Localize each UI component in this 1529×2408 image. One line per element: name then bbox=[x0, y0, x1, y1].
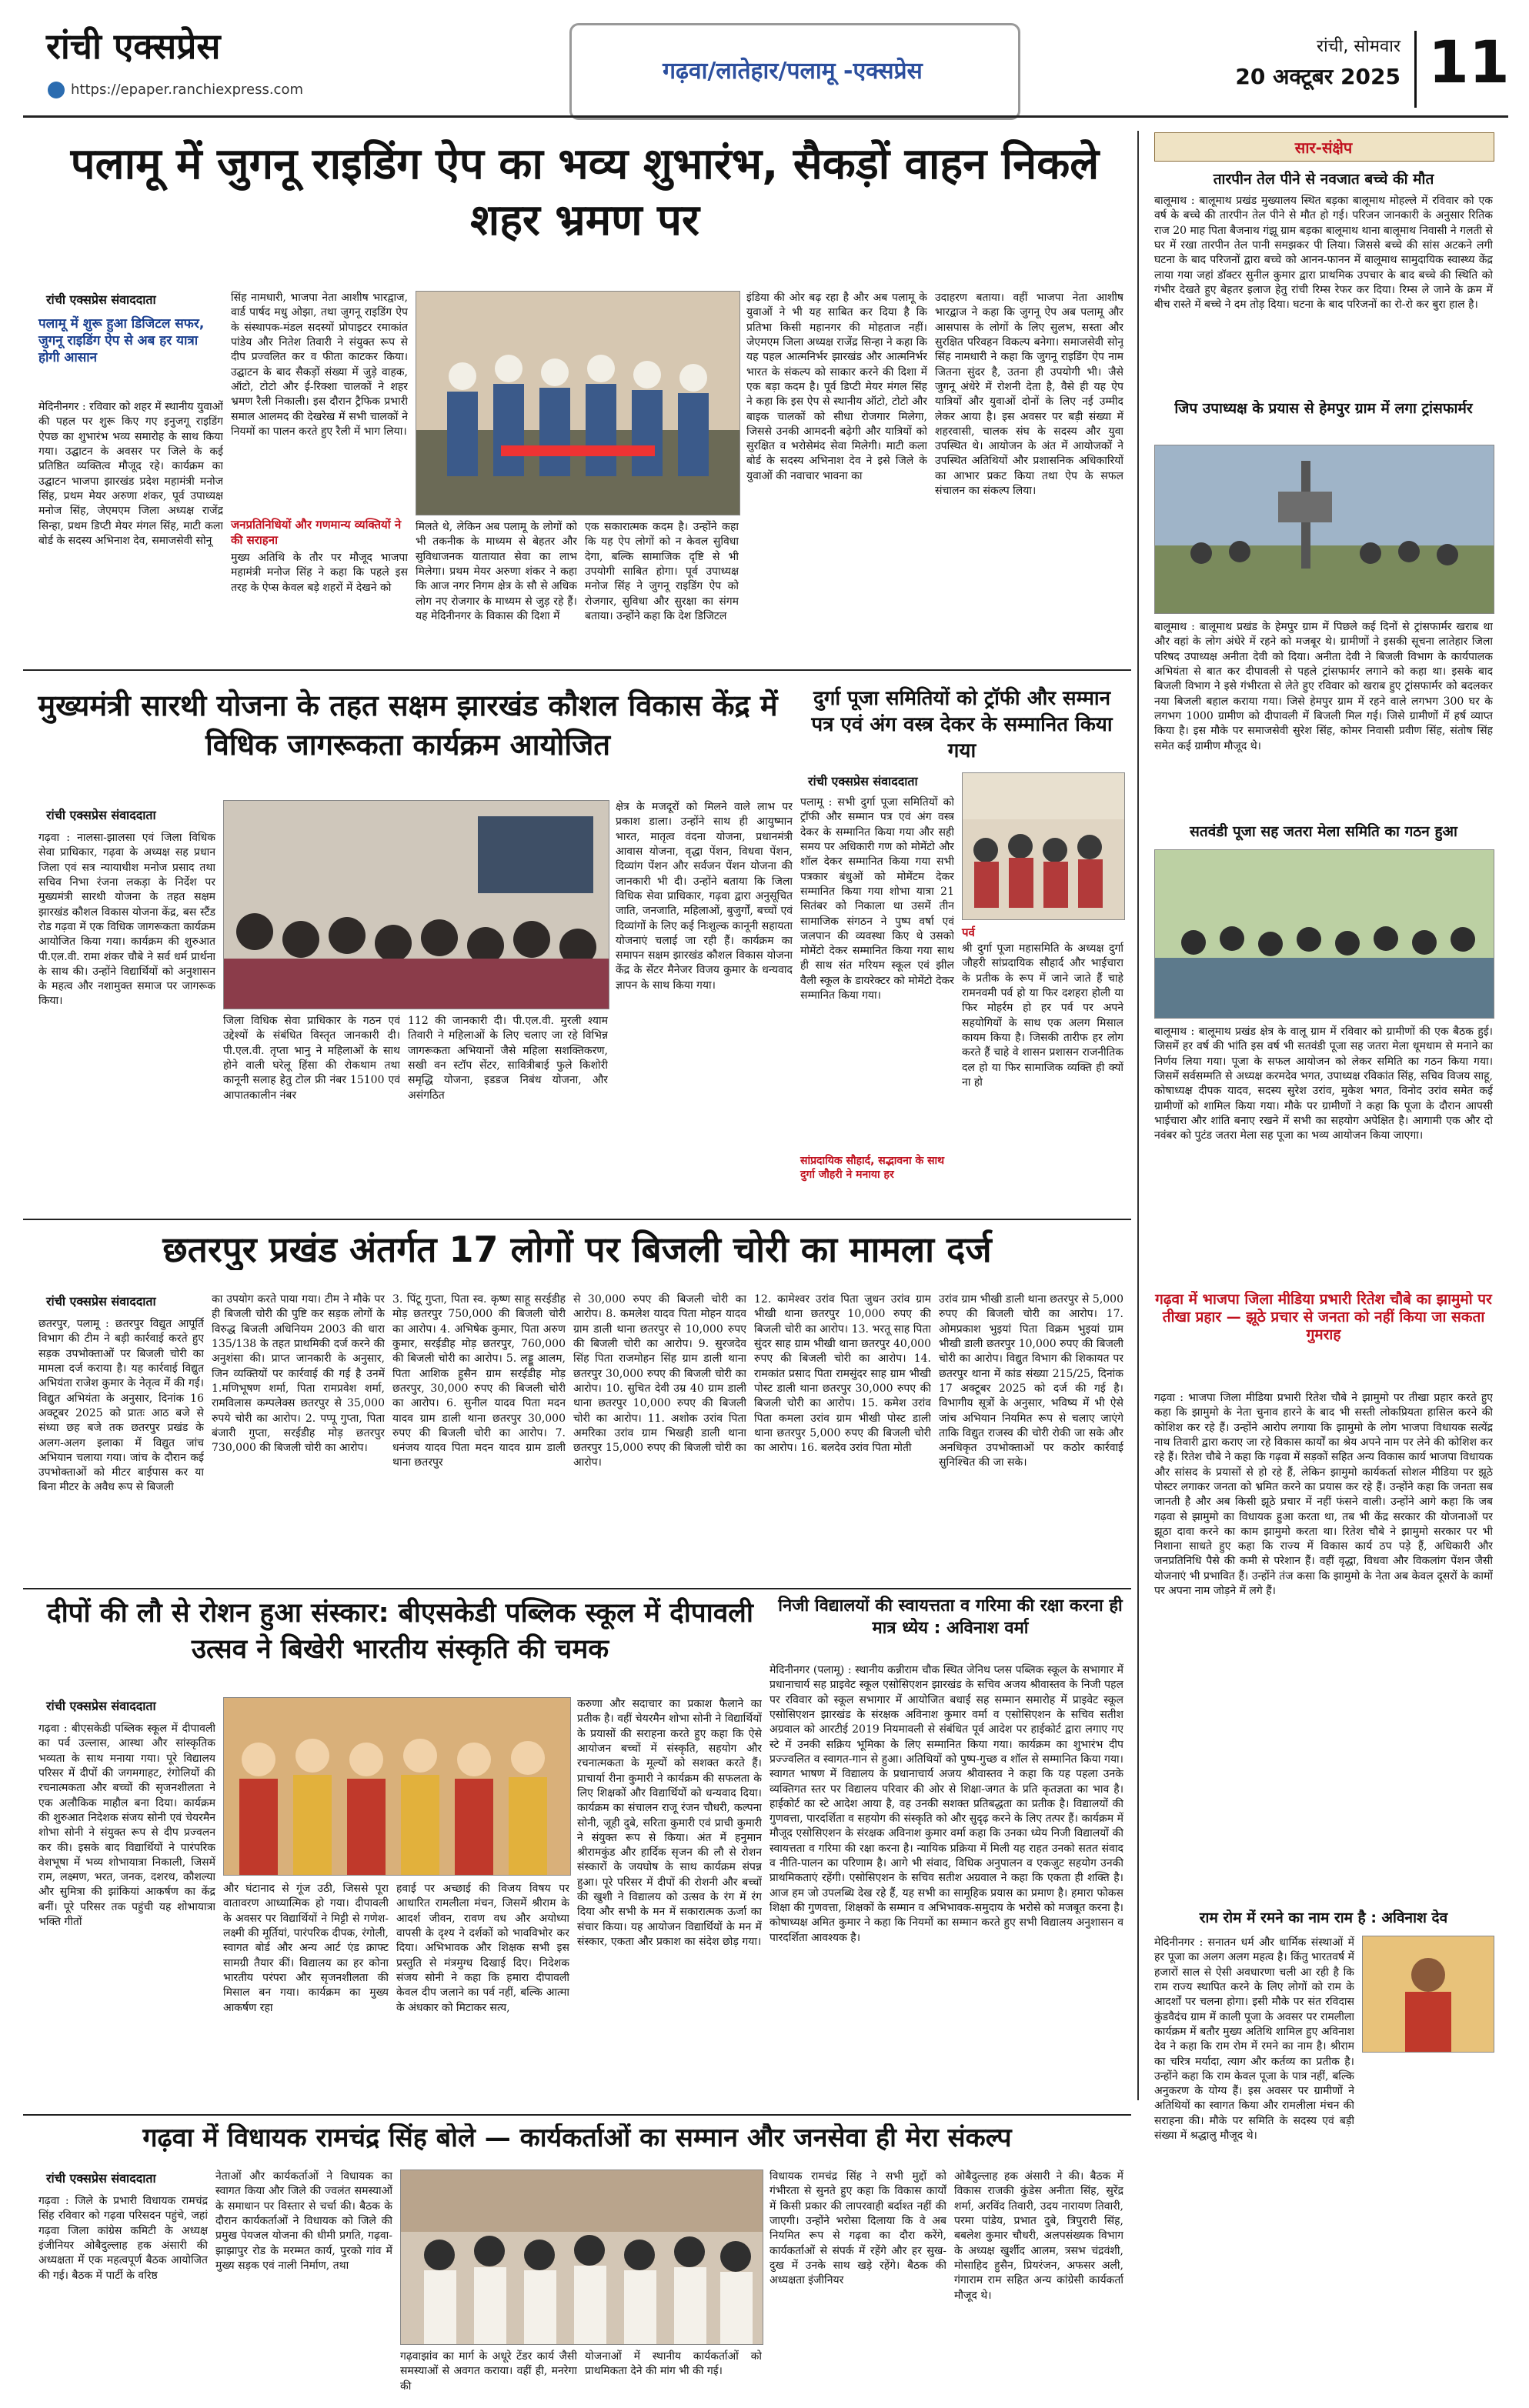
article3-col-2: श्री दुर्गा पूजा महासमिति के अध्यक्ष दुर्गा जौहरी सांप्रदायिक सौहार्द और भाईचारा के प्रतीक के रूप में जाने जाते हैं चाहे रामनवमी पर्व हो या फिर दशहरा होली या फिर मोहर्रम हो हर पर्व पर अपने सहयोगियों के साथ एक अलग मिसाल कायम किया है। जिसकी तारीफ हर लोग करते हैं चाहे वे शासन प्रशासन राजनीतिक दल हो या फिर सामाजिक व्यक्ति ही क्यों ना हो bbox=[962, 942, 1123, 1089]
article5-col-3: हवाई पर अच्छाई की विजय विषय पर आधारित रामलीला मंचन, जिसमें श्रीराम के आदर्श जीवन, रावण वध और अयोध्या वापसी के दृश्य ने दर्शकों को भावविभोर कर दिया। अभिभावक और शिक्षक सभी इस प्रस्तुति से मंत्रमुग्ध दिखाई दिए। निदेशक संजय सोनी ने कहा कि हमारा दीपावली केवल दीप जलाने का पर्व नहीं, बल्कि आत्मा के अंधकार को मिटाकर सत्य, bbox=[396, 1883, 569, 2014]
article3-col-2-subhead: पर्व bbox=[962, 926, 975, 939]
article7-col-6: ओबैदुल्लाह हक अंसारी ने की। बैठक में विकास राजकी कुंडेस अनीता सिंह, सुरेंद्र शर्मा, अरविंद तिवारी, उदय नारायण तिवारी, परमा पांडेय, प्रभात दुबे, त्रिपुरारी सिंह, बबलेश कुमार चौधरी, अलपसंख्यक विभाग के अध्यक्ष खुर्शीद आलम, त्रसभ चंद्रवंशी, मोसाहिद हुसैन, प्रियरंजन, अफसर अली, गंगाराम राम सहित अन्य कांग्रेसी कार्यकर्ता मौजूद थे। bbox=[954, 2170, 1123, 2302]
article7-col-5: विधायक रामचंद्र सिंह ने सभी मुद्दों को गंभीरता से सुनते हुए कहा कि विकास कार्यों में किसी प्रकार की लापरवाही बर्दाश्त नहीं की जाएगी। उन्होंने भरोसा दिलाया कि वे अब नियमित रूप से गढ़वा का दौरा करेंगे, कार्यकर्ताओं से संपर्क में रहेंगे और हर सुख-दुख में उनके साथ खड़े रहेंगे। बैठक की अध्यक्षता इंजीनियर bbox=[770, 2170, 946, 2287]
article6-headline: निजी विद्यालयों की स्वायत्तता व गरिमा की रक्षा करना ही मात्र ध्येय : अविनाश वर्मा bbox=[778, 1596, 1123, 1638]
sidebar-story3-title: सतवंडी पूजा सह जतरा मेला समिति का गठन हुआ bbox=[1190, 823, 1457, 840]
section-title: गढ़वा/लातेहार/पलामू -एक्सप्रेस bbox=[663, 58, 923, 85]
article3-byline: रांची एक्सप्रेस संवाददाता bbox=[808, 774, 918, 789]
article7-col-1: गढ़वा : जिले के प्रभारी विधायक रामचंद्र सिंह रविवार को गढ़वा परिसदन पहुंचे, जहां गढ़वा जिला कांग्रेस कमिटी के अध्यक्ष इंजीनियर ओबैदुल्लाह हक अंसारी की अध्यक्षता में एक महत्वपूर्ण बैठक आयोजित की गई। बैठक में पार्टी के वरिष्ठ bbox=[38, 2195, 208, 2282]
article3-headline: दुर्गा पूजा समितियों को ट्रॉफी और सम्मान पत्र एवं अंग वस्त्र देकर के सम्मानित किया गया bbox=[811, 687, 1113, 762]
sidebar-story5-text: मेदिनीनगर : सनातन धर्म और धार्मिक संस्थाओं में हर पूजा का अलग अलग महत्व है। किंतु भारतवर्ष में हजारों साल से ऐसी अवधारणा चली आ रही है कि राम राज्य स्थापित करने के लिए लोगों को राम के आदर्शों पर चलना होगा। इसी मौके पर संत रविदास कुंडवैदंच ग्राम में काली पूजा के अवसर पर रामलीला कार्यक्रम में बतौर मुख्य अतिथि शामिल हुए अविनाश देव ने कहा कि राम रोम में रमने का नाम है। श्रीराम का चरित्र मर्यादा, त्याग और कर्तव्य का प्रतीक है। उन्होंने कहा कि राम केवल पूजा के पात्र नहीं, बल्कि अनुकरण के योग्य हैं। इस अवसर पर ग्रामीणों ने अतिथियों का स्वागत किया और रामलीला मंचन की सराहना की। मौके पर समिति के सदस्य एवं बड़ी संख्या में श्रद्धालु मौजूद थे। bbox=[1154, 1936, 1354, 2143]
article3-col-1: पलामू : सभी दुर्गा पूजा समितियों को ट्रॉफी और सम्मान पत्र एवं अंग वस्त्र देकर के सम्मानित किया गया और सही समय पर अधिकारी गण को मोमेंटो और शॉल देकर सम्मानित किया गया सभी पत्रकार बंधुओं को मोमेंटम देकर सम्मानित किया गया शोभा यात्रा 21 सितंबर को निकाला था उसमें तीन सामाजिक संगठन ने पुष्प वर्षा एवं जलपान की व्यवस्था किए थे उसको मोमेंटो देकर सम्मानित किया गया साथ ही साथ संत मरियम स्कूल एवं झील वैली स्कूल के डायरेक्टर को मोमेंटो देकर सम्मानित किया गया। bbox=[800, 796, 954, 1002]
article4-col-3: 3. पिंटू गुप्ता, पिता स्व. कृष्ण साहू सरईडीह मोड़ छतरपुर 750,000 की बिजली चोरी का आरोप। 4. अभिषेक कुमार, पिता अरुण कुमार, सरईडीह मोड़ छतरपुर, 760,000 की बिजली चोरी का आरोप। 5. लड्डू आलम, पिता आशिक हुसैन ग्राम सरईडीह मोड़ छतरपुर, 30,000 रुपए की बिजली चोरी का आरोप। 6. सुनील यादव पिता मदन यादव ग्राम डाली थाना छतरपुर 30,000 रुपए की बिजली चोरी का आरोप। 7. धनंजय यादव पिता मदन यादव ग्राम डाली थाना छतरपुर bbox=[392, 1293, 566, 1469]
article3-photo bbox=[962, 772, 1125, 920]
sidebar-story3-text: बालूमाथ : बालूमाथ प्रखंड क्षेत्र के वालू ग्राम में रविवार को ग्रामीणों की एक बैठक हुई। जिसमें हर वर्ष की भांति इस वर्ष भी सतवंडी पूजा सह जतरा मेला धूमधाम से मनाने का निर्णय लिया गया। पूजा के सफल आयोजन को लेकर समिति का गठन किया गया। जिसमें सर्वसम्मति से अध्यक्ष करमदेव भगत, उपाध्यक्ष रविकांत सिंह, सचिव विजय साहू, कोषाध्यक्ष दीपक यादव, सदस्य सुरेश उरांव, मुकेश भगत, विनोद उरांव समेत कई ग्रामीणों को शामिल किया गया। मौके पर ग्रामीणों ने कहा कि पूजा के दौरान आपसी भाईचारा और शांति बनाए रखने में सभी का सहयोग अपेक्षित है। आगामी एक और दो नवंबर को पुटंड जतरा मेला सह पूजा का भव्य आयोजन किया जाएगा। bbox=[1154, 1026, 1493, 1142]
sidebar-story3-photo bbox=[1154, 849, 1494, 1019]
article3-col-1-subhead: सांप्रदायिक सौहार्द, सद्भावना के साथ दुर्गा जौहरी ने मनाया हर bbox=[800, 1155, 945, 1182]
article5-photo bbox=[223, 1697, 571, 1876]
sidebar-story4-text: गढ़वा : भाजपा जिला मीडिया प्रभारी रितेश चौबे ने झामुमो पर तीखा प्रहार करते हुए कहा कि झामुमो के नेता चुनाव हारने के बाद भी सस्ती लोकप्रियता हासिल करने की कोशिश कर रहे हैं। उन्होंने आरोप लगाया कि झामुमो के लोग भाजपा विधायक सत्येंद्र नाथ तिवारी द्वारा कराए जा रहे विकास कार्यों का श्रेय अपने नाम पर लेने की कोशिश कर रहे हैं। रितेश चौबे ने कहा कि गढ़वा में सड़कों सहित अन्य विकास कार्य भाजपा विधायक और सांसद के प्रयासों से हो रहे हैं, लेकिन झामुमो कार्यकर्ता सोशल मीडिया पर झूठे पोस्टर लगाकर जनता को भ्रमित करने का प्रयास कर रहे हैं। उन्होंने कहा कि जनता सब जानती है और अब किसी झूठे प्रचार में नहीं फंसने वाली। उन्होंने आगे कहा कि जब गढ़वा से झामुमो का विधायक हुआ करता था, तब भी केंद्र सरकार की योजनाओं पर झूठा दावा करने का काम झामुमो करता था। रितेश चौबे ने झामुमो सरकार पर भी निशाना साधते हुए कहा कि राज्य में विकास कार्य ठप पड़े हैं, अधिकारी और जनप्रतिनिधि पैसे की कमी से परेशान हैं। वहीं वृद्धा, विधवा और विकलांग पेंशन जैसी योजनाएं भी प्रभावित हैं। उन्होंने तंज कसा कि झामुमो के नेता अब केवल दूसरों के कामों पर अपना नाम जोड़ने में लगे हैं। bbox=[1154, 1392, 1493, 1598]
lead-byline: रांची एक्सप्रेस संवाददाता bbox=[46, 292, 156, 307]
article6-col-1: मेदिनीनगर (पलामू) : स्थानीय कन्नीराम चौक स्थित जेनिथ प्लस पब्लिक स्कूल के सभागार में प्रधानाचार्य सह प्राइवेट स्कूल एसोसिएशन झारखंड के सचिव अजय श्रीवास्तव के निजी पहल पर रविवार को स्कूल सभागार में आयोजित बधाई सह सम्मान समारोह में प्राइवेट स्कूल एसोसिएशन झारखंड के संरक्षक अविनाश कुमार वर्मा व एसोसिएशन के सचिव सतीश अग्रवाल को आरटीई 2019 नियमावली से संबंधित पूर्व आदेश पर हाईकोर्ट द्वारा लगाए गए स्टे में उनकी सक्रिय भूमिका के लिए सम्मानित किया गया। कार्यक्रम का शुभारंभ दीप प्रज्ज्वलित व स्वागत-गान से हुआ। अतिथियों को पुष्प-गुच्छ व शॉल से सम्मानित किया गया। स्वागत भाषण में विद्यालय के प्रधानाचार्य अजय श्रीवास्तव ने कहा कि यह पहला उनके व्यक्तिगत स्तर पर विद्यालय परिवार की ओर से शिक्षा-जगत के प्रति कृतज्ञता का भाव है। हाईकोर्ट का स्टे आदेश आया है, वह उनकी सशक्त प्रतिबद्धता का प्रतीक है। विद्यालयों की गुणवत्ता, पारदर्शिता व सहयोग की संस्कृति को और सुदृढ़ करने के लिए तत्पर हैं। कार्यक्रम में मौजूद एसोसिएशन के संरक्षक अविनाश कुमार वर्मा कहा कि उनका ध्येय निजी विद्यालयों की स्वायत्तता व गरिमा की रक्षा करना है। न्यायिक प्रक्रिया में मिली यह राहत उनको सतत संवाद व नीति-पालन का परिणाम है। आगे भी संवाद, विधिक अनुपालन व एकजुट सहयोग उनकी प्राथमिकताएं रहेंगी। एसोसिएशन के सचिव सतीश अग्रवाल ने कहा कि एकता ही शक्ति है। आज हम जो उपलब्धि देख रहे हैं, यह सभी का सामूहिक प्रयास का प्रमाण है। हमारा फोकस शिक्षा की गुणवत्ता, शिक्षकों के सम्मान व अभिभावक-समुदाय के भरोसे को मजबूत करना है। कोषाध्यक्ष अमित कुमार ने कहा कि नियमों का सम्मान करते हुए सभी विद्यालय अनुशासन व पारदर्शिता आवश्यक है। bbox=[770, 1664, 1123, 1944]
article2-headline: मुख्यमंत्री सारथी योजना के तहत सक्षम झारखंड कौशल विकास केंद्र में विधिक जागरूकता कार्यक्रम आयोजित bbox=[38, 689, 778, 762]
article4-col-1: छतरपुर, पलामू : छतरपुर विद्युत आपूर्ति विभाग की टीम ने बड़ी कार्रवाई करते हुए सड़क उपभोक्ताओं पर बिजली चोरी का मामला दर्ज कराया है। यह कार्रवाई विद्युत अभियंता राजेश कुमार के नेतृत्व में की गई। विद्युत अभियंता के अनुसार, दिनांक 16 अक्टूबर 2025 को प्रातः आठ बजे से संध्या छह बजे तक छतरपुर प्रखंड के अलग-अलग इलाका में विद्युत जांच अभियान चलाया गया। जांच के दौरान कई उपभोक्ताओं को मीटर बाईपास कर या बिना मीटर के अवैध रूप से बिजली bbox=[38, 1318, 204, 1494]
article7-col-2: नेताओं और कार्यकर्ताओं ने विधायक का स्वागत किया और जिले की ज्वलंत समस्याओं के समाधान पर विस्तार से चर्चा की। बैठक के दौरान कार्यकर्ताओं ने विधायक को जिले की प्रमुख पेयजल योजना की धीमी प्रगति, गढ़वा-झाझापुर रोड के मरम्मत कार्य, पुरको गांव में मुख्य सड़क एवं नाली निर्माण, तथा bbox=[215, 2170, 392, 2272]
article4-col-5: 12. कामेश्वर उरांव पिता जुधन उरांव ग्राम भीखी थाना छतरपुर 10,000 रुपए की बिजली चोरी का आरोप। 13. भरतू साह पिता सुंदर साह ग्राम भीखी थाना छतरपुर 40,000 रुपए की बिजली चोरी का आरोप। 14. रामकांत प्रसाद पिता रामसुंदर साह ग्राम भीखी पोस्ट डाली थाना छतरपुर 30,000 रुपए की बिजली चोरी का आरोप। 15. कमेश उरांव पिता कमला उरांव ग्राम भीखी पोस्ट डाली थाना छतरपुर 5,000 रुपए की बिजली चोरी का आरोप। 16. बलदेव उरांव पिता मोती bbox=[754, 1293, 931, 1455]
sidebar-story4-title: गढ़वा में भाजपा जिला मीडिया प्रभारी रितेश चौबे का झामुमो पर तीखा प्रहार — झूठे प्रचार से जनता को नहीं किया जा सकता गुमराह bbox=[1155, 1291, 1492, 1343]
date-line: रांची, सोमवार bbox=[1316, 37, 1400, 56]
masthead bbox=[0, 0, 1529, 115]
page-divider bbox=[1414, 31, 1417, 108]
article4-byline: रांची एक्सप्रेस संवाददाता bbox=[46, 1294, 156, 1309]
sidebar-story2-title: जिप उपाध्यक्ष के प्रयास से हेमपुर ग्राम में लगा ट्रांसफार्मर bbox=[1174, 400, 1473, 417]
article2-col-4: क्षेत्र के मजदूरों को मिलने वाले लाभ पर प्रकाश डाला। उन्होंने साथ ही आयुष्मान भारत, मातृत्व वंदना योजना, प्रधानमंत्री आवास योजना, वृद्धा पेंशन, विधवा पेंशन, दिव्यांग पेंशन और सर्वजन पेंशन योजना की जानकारी भी दी। उन्होंने बताया कि जिला विधिक सेवा प्राधिकार, गढ़वा द्वारा अनुसूचित जाति, जनजाति, महिलाओं, बुजुर्गों, बच्चों एवं दिव्यांगों के लिए कई निःशुल्क कानूनी सहायता योजनाएं चलाई जा रही हैं। कार्यक्रम का समापन सक्षम झारखंड कौशल विकास योजना केंद्र के सेंटर मैनेजर विजय कुमार के धन्यवाद ज्ञापन के साथ किया गया। bbox=[616, 801, 793, 992]
issue-date: 20 अक्टूबर 2025 bbox=[1235, 64, 1400, 89]
article5-col-2: और घंटानाद से गूंज उठी, जिससे पूरा वातावरण आध्यात्मिक हो गया। दीपावली के अवसर पर विद्यार्थियों ने मिट्टी से गणेश-लक्ष्मी की मूर्तियां, पारंपरिक दीपक, रंगोली, स्वागत बोर्ड और अन्य आर्ट एंड क्राफ्ट सामग्री तैयार कीं। विद्यालय का हर कोना भारतीय परंपरा और सृजनशीलता की मिसाल बन गया। कार्यक्रम का मुख्य आकर्षण रहा bbox=[223, 1883, 389, 2014]
article2-col-2: जिला विधिक सेवा प्राधिकार के गठन एवं उद्देश्यों के संबंधित विस्तृत जानकारी दी। पी.एल.वी. तृप्ता भानु ने महिलाओं के साथ होने वाली घरेलू हिंसा की रोकथाम तथा कानूनी सलाह हेतु टोल फ्री नंबर 15100 एवं आपातकालीन नंबर bbox=[223, 1015, 400, 1102]
article5-col-4: करुणा और सदाचार का प्रकाश फैलाने का प्रतीक है। वहीं चेयरमैन शोभा सोनी ने विद्यार्थियों के प्रयासों की सराहना करते हुए कहा कि ऐसे आयोजन बच्चों में संस्कृति, सहयोग और रचनात्मकता के मूल्यों को सशक्त करते हैं। प्राचार्या रीना कुमारी ने कार्यक्रम की सफलता के लिए शिक्षकों और विद्यार्थियों को धन्यवाद दिया। कार्यक्रम का संचालन राजू रंजन चौधरी, कल्पना सोनी, जूही दुबे, सरिता कुमारी एवं प्राची कुमारी ने संयुक्त रूप से किया। अंत में हनुमान श्रीरामकुंड और हार्दिक सृजन की लौ से रोशन संस्कारों के जयघोष के साथ कार्यक्रम संपन्न हुआ। पूरे परिसर में दीपों की रोशनी और बच्चों की खुशी ने विद्यालय को उत्सव के रंग में रंग दिया और सभी के मन में सकारात्मक ऊर्जा का संचार किया। यह आयोजन विद्यार्थियों के मन में संस्कार, एकता और प्रकाश का संदेश छोड़ गया। bbox=[577, 1698, 762, 1948]
sidebar-story2-photo bbox=[1154, 445, 1494, 614]
newspaper-title: रांची एक्सप्रेस bbox=[46, 25, 221, 67]
url-icon bbox=[48, 82, 65, 98]
sidebar-story5-title: राम रोम में रमने का नाम राम है : अविनाश देव bbox=[1199, 1909, 1448, 1926]
sidebar-label-text: सार-संक्षेप bbox=[1294, 138, 1353, 157]
article4-col-2: का उपयोग करते पाया गया। टीम ने मौके पर ही बिजली चोरी की पुष्टि कर सड़क लोगों के विरुद्ध बिजली अधिनियम 2003 की धारा 135/138 के तहत प्राथमिकी दर्ज करने की अनुशंसा की। प्राप्त जानकारी के अनुसार, जिन व्यक्तियों पर कार्रवाई की गई है उनमें 1.मणिभूषण शर्मा, पिता रामप्रवेश शर्मा, रामविलास कम्पलेक्स छतरपुर से 35,000 रुपये चोरी का आरोप। 2. पप्पू गुप्ता, पिता बंजारी गुप्ता, सरईडीह मोड़ छतरपुर 730,000 की बिजली चोरी का आरोप। bbox=[212, 1293, 385, 1455]
article7-byline: रांची एक्सप्रेस संवाददाता bbox=[46, 2171, 156, 2186]
lead-col-6: उदाहरण बताया। वहीं भाजपा नेता आशीष भारद्वाज ने कहा कि जुगनू ऐप अब पलामू और आसपास के लोगों के लिए सुलभ, सस्ता और सुरक्षित परिवहन विकल्प बनेगा। समाजसेवी सोनू सिंह नामधारी ने कहा कि जुगनू राइडिंग ऐप नाम जितना सुंदर है, उतना ही उपयोगी भी। जैसे जुगनू अंधेरे में रोशनी देता है, वैसे ही यह ऐप यात्रियों और युवाओं दोनों के लिए नई उम्मीद लेकर आया है। इस अवसर पर बड़ी संख्या में शहरवासी, चालक संघ के सदस्य और युवा उपस्थित थे। आयोजन के अंत में आयोजकों ने उपस्थित अतिथियों और प्रशासनिक अधिकारियों का आभार प्रकट किया तथा ऐप के सफल संचालन का संकल्प लिया। bbox=[935, 292, 1123, 498]
masthead-rule bbox=[23, 115, 1508, 118]
lead-subhead: पलामू में शुरू हुआ डिजिटल सफर, जुगनू राइडिंग ऐप से अब हर यात्रा होगी आसान bbox=[38, 316, 205, 366]
epaper-url[interactable]: https://epaper.ranchiexpress.com bbox=[71, 82, 304, 98]
rule-4 bbox=[23, 1588, 1131, 1589]
article2-photo bbox=[223, 800, 609, 1009]
rule-mid bbox=[23, 1219, 1131, 1220]
sidebar-divider bbox=[1137, 131, 1139, 2100]
sidebar-story1-title: तारपीन तेल पीने से नवजात बच्चे की मौत bbox=[1213, 171, 1434, 188]
sidebar-story1-text: बालूमाथ : बालूमाथ प्रखंड मुख्यालय स्थित बड़का बालूमाथ मोहल्ले में रविवार को एक वर्ष के बच्चे की तारपीन तेल पीने से मौत हो गई। परिजन जानकारी के अनुसार रितिक राज 20 माह पिता बैजनाथ गंझू ग्राम बड़का बालूमाथ थाना बालूमाथ निवासी ने गलती से घर में रखा तारपीन तेल पानी समझकर पी लिया। जिससे बच्चे की सांस अटकने लगी घटना के बाद परिजनों द्वारा बच्चे को आनन-फानन में बालूमाथ सामुदायिक स्वास्थ्य केंद्र लाया गया जहां डॉक्टर सुनील कुमार द्वारा प्राथमिक उपचार के बाद बच्चे की स्थिति को गंभीर देखते हुए बेहतर इलाज हेतु रांची रिम्स रेफर कर दिया। रिम्स ले जाने के क्रम में बीच रास्ते में बच्चे ने दम तोड़ दिया। घटना के बाद परिजनों का रो-रो कर बुरा हाल है। bbox=[1154, 195, 1493, 312]
sidebar-story5-photo bbox=[1362, 1936, 1494, 2053]
article2-byline: रांची एक्सप्रेस संवाददाता bbox=[46, 808, 156, 822]
article4-col-4: से 30,000 रुपए की बिजली चोरी का आरोप। 8. कमलेश यादव पिता मोहन यादव ग्राम डाली थाना छतरपुर से 10,000 रुपए की बिजली चोरी का आरोप। 9. सुरजदेव सिंह पिता राजमोहन सिंह ग्राम डाली थाना छतरपुर 30,000 रुपए की बिजली चोरी का आरोप। 10. सुचित देवी उम्र 40 ग्राम डाली थाना छतरपुर 10,000 रुपए की बिजली चोरी का आरोप। 11. अशोक उरांव पिता अमरिका उरांव ग्राम भिखही डाली थाना छतरपुर 15,000 रुपए की बिजली चोरी का आरोप। bbox=[573, 1293, 746, 1469]
article2-col-1: गढ़वा : नालसा-झालसा एवं जिला विधिक सेवा प्राधिकार, गढ़वा के अध्यक्ष सह प्रधान जिला एवं सत्र न्यायाधीश मनोज प्रसाद तथा सचिव निभा रंजना लकड़ा के निर्देश पर मुख्यमंत्री सारथी योजना के तहत सक्षम झारखंड कौशल विकास योजना केंद्र, बस स्टैंड रोड गढ़वा में एक विधिक जागरूकता कार्यक्रम आयोजित किया गया। कार्यक्रम की शुरुआत पी.एल.वी. रामा शंकर चौबे ने सर्व धर्म प्रार्थना के साथ की। उन्होंने विद्यार्थियों को अनुशासन के महत्व और नशामुक्त समाज पर जागरूक किया। bbox=[38, 832, 215, 1008]
article7-photo bbox=[400, 2170, 763, 2345]
article2-col-3: 112 की जानकारी दी। पी.एल.वी. मुरली श्याम तिवारी ने महिलाओं के लिए चलाए जा रहे विभिन्न जागरूकता अभियानों जैसे महिला सशक्तिकरण, सखी वन स्टॉप सेंटर, सावित्रीबाई फुले किशोरी समृद्धि योजना, इडडज निबंध योजना, और असंगठित bbox=[408, 1015, 608, 1102]
lead-col-2: सिंह नामधारी, भाजपा नेता आशीष भारद्वाज, वार्ड पार्षद मधु ओझा, तथा जुगनू राइडिंग ऐप के संस्थापक-मंडल सदस्यों प्रोपाइटर रमाकांत पांडेय और नितेश तिवारी ने संयुक्त रूप से दीप प्रज्वलित कर व फीता काटकर किया। उद्घाटन के बाद सैकड़ों संख्या में जुड़े वाहक, ऑटो, टोटो और ई-रिक्शा चालकों ने शहर भ्रमण रैली निकाली। इस दौरान ट्रैफिक प्रभारी समाल आलमद की देखरेख में सभी चालकों ने नियमों का पालन करते हुए रैली में भाग लिया। bbox=[231, 292, 408, 438]
rule-5 bbox=[23, 2114, 1131, 2116]
lead-col-4: एक सकारात्मक कदम है। उन्होंने कहा कि यह ऐप लोगों को न केवल सुविधा देगा, बल्कि सामाजिक दृष्टि से भी उपयोगी साबित होगा। पूर्व उपाध्यक्ष मनोज सिंह ने जुगनू राइडिंग ऐप को रोजगार, सुविधा और सुरक्षा का संगम बताया। उन्होंने कहा कि देश डिजिटल bbox=[585, 521, 739, 622]
article4-headline: छतरपुर प्रखंड अंतर्गत 17 लोगों पर बिजली चोरी का मामला दर्ज bbox=[162, 1229, 992, 1270]
article5-byline: रांची एक्सप्रेस संवाददाता bbox=[46, 1699, 156, 1713]
article5-headline: दीपों की लौ से रोशन हुआ संस्कार: बीएसकेडी पब्लिक स्कूल में दीपावली उत्सव ने बिखेरी भारतीय संस्कृति की चमक bbox=[47, 1598, 753, 1666]
sidebar-story2-text: बालूमाथ : बालूमाथ प्रखंड के हेमपुर ग्राम में पिछले कई दिनों से ट्रांसफार्मर खराब था और वहां के लोग अंधेरे में रहने को मजबूर थे। ग्रामीणों ने इसकी सूचना लातेहार जिला परिषद उपाध्यक्ष अनीता देवी को दिया। अनीता देवी ने बिजली विभाग के कार्यपालक अभियंता से बात कर दीपावली से पहले ट्रांसफार्मर लगाने को कहा था। इसके बाद बिजली विभाग ने इसे गंभीरता से लेते हुए रविवार को खराब हुए ट्रांसफार्मर को बदलकर नया बिजली बहाल कराया गया। जिसे हेमपुर ग्राम में रहने वाले लगभग 300 घर के लगभग 1000 ग्रामीण को दीपावली में बिजली मिल गई। जिसे ग्रामीणों में हर्ष व्याप्त किया है। इस मौके पर समाजसेवी सुरेश सिंह, कोमर निवासी प्रवीण सिंह, संतोष सिंह समेत कई ग्रामीण मौजूद थे। bbox=[1154, 621, 1493, 752]
lead-col-1: मेदिनीनगर : रविवार को शहर में स्थानीय युवाओं की पहल पर शुरू किए गए इनुजगू राइडिंग ऐपछ का शुभारंभ भव्य समारोह के साथ किया गया। उद्घाटन के अवसर पर जिले के कई प्रतिष्ठित व्यक्तित्व मौजूद रहे। कार्यक्रम का उद्घाटन भाजपा झारखंड प्रदेश महामंत्री मनोज सिंह, प्रथम मेयर अरुणा शंकर, पूर्व उपाध्यक्ष मनोज सिंह, जेएमएम जिला अध्यक्ष राजेंद्र सिन्हा, प्रथम डिप्टी मेयर मंगल सिंह, माटी कला बोर्ड के सदस्य अभिनाश देव, समाजसेवी सोनू bbox=[38, 401, 223, 547]
rule-lead bbox=[23, 669, 1131, 671]
lead-photo bbox=[416, 291, 740, 515]
article7-col-4: योजनाओं में स्थानीय कार्यकर्ताओं को प्राथमिकता देने की मांग भी की गई। bbox=[585, 2350, 762, 2378]
lead-col-2b: मुख्य अतिथि के तौर पर मौजूद भाजपा महामंत्री मनोज सिंह ने कहा कि पहले इस तरह के ऐप्स केवल बड़े शहरों में देखने को bbox=[231, 552, 408, 594]
lead-col-3: मिलते थे, लेकिन अब पलामू के लोगों को भी तकनीक के माध्यम से बेहतर और सुविधाजनक यातायात सेवा का लाभ मिलेगा। प्रथम मेयर अरुणा शंकर ने कहा कि आज नगर निगम क्षेत्र के सौ से अधिक लोग नए रोजगार के माध्यम से जुड़ रहे हैं। यह मेदिनीनगर के विकास की दिशा में bbox=[416, 521, 577, 622]
lead-col-5: इंडिया की ओर बढ़ रहा है और अब पलामू के युवाओं ने भी यह साबित कर दिया है कि प्रतिभा किसी महानगर की मोहताज नहीं। जेएमएम जिला अध्यक्ष राजेंद्र सिन्हा ने कहा कि यह पहल आत्मनिर्भर झारखंड और आत्मनिर्भर भारत के संकल्प को साकार करने की दिशा में एक बड़ा कदम है। पूर्व डिप्टी मेयर मंगल सिंह ने कहा कि इस ऐप से स्थानीय ऑटो, टोटो और बाइक चालकों को सीधा रोजगार मिलेगा, जिससे उनकी आमदनी बढ़ेगी और यात्रियों को सुरक्षित व भरोसेमंद सेवा मिलेगी। माटी कला बोर्ड के सदस्य अभिनाश देव ने इसे जिले के युवाओं की नवाचार भावना का bbox=[746, 292, 927, 482]
article7-headline: गढ़वा में विधायक रामचंद्र सिंह बोले — कार्यकर्ताओं का सम्मान और जनसेवा ही मेरा संकल्प bbox=[142, 2123, 1012, 2153]
page-number: 11 bbox=[1428, 28, 1510, 96]
article5-col-1: गढ़वा : बीएसकेडी पब्लिक स्कूल में दीपावली का पर्व उल्लास, आस्था और सांस्कृतिक भव्यता के साथ मनाया गया। पूरे विद्यालय परिसर में दीपों की जगमगाहट, रंगोलियों की रचनात्मकता और बच्चों की सृजनशीलता ने एक अलौकिक माहौल बना दिया। कार्यक्रम की शुरुआत निदेशक संजय सोनी एवं चेयरमैन शोभा सोनी ने संयुक्त रूप से दीप प्रज्वलन कर की। इसके बाद विद्यार्थियों ने पारंपरिक वेशभूषा में भव्य शोभायात्रा निकाली, जिसमें राम, लक्ष्मण, भरत, जनक, दशरथ, कौशल्या और सुमित्रा की झांकियां आकर्षण का केंद्र बनीं। पूरे परिसर तक पहुंची यह शोभायात्रा भक्ति गीतों bbox=[38, 1723, 215, 1929]
article7-col-3: गढ़वाझांव का मार्ग के अधूरे टेंडर कार्य जैसी समस्याओं से अवगत कराया। वहीं ही, मनरेगा की bbox=[400, 2350, 577, 2393]
article4-col-6: उरांव ग्राम भीखी डाली थाना छतरपुर से 5,000 रुपए की बिजली चोरी का आरोप। 17. ओमप्रकाश भुइयां पिता विक्रम भुइयां ग्राम भीखी डाली छतरपुर 10,000 रुपए की बिजली चोरी का आरोप। विद्युत विभाग की शिकायत पर छतरपुर थाना में कांड संख्या 215/25, दिनांक 17 अक्टूबर 2025 को दर्ज की गई है। विभागीय सूत्रों के अनुसार, भविष्य में भी ऐसे जांच अभियान नियमित रूप से चलाए जाएंगे ताकि विद्युत राजस्व की चोरी रोकी जा सके और अनधिकृत उपभोक्ताओं पर कठोर कार्रवाई सुनिश्चित की जा सके। bbox=[939, 1293, 1123, 1469]
lead-col-2-subhead: जनप्रतिनिधियों और गणमान्य व्यक्तियों ने की सराहना bbox=[231, 518, 402, 547]
lead-headline: पलामू में जुगनू राइडिंग ऐप का भव्य शुभारंभ, सैकड़ों वाहन निकले शहर भ्रमण पर bbox=[70, 139, 1100, 245]
